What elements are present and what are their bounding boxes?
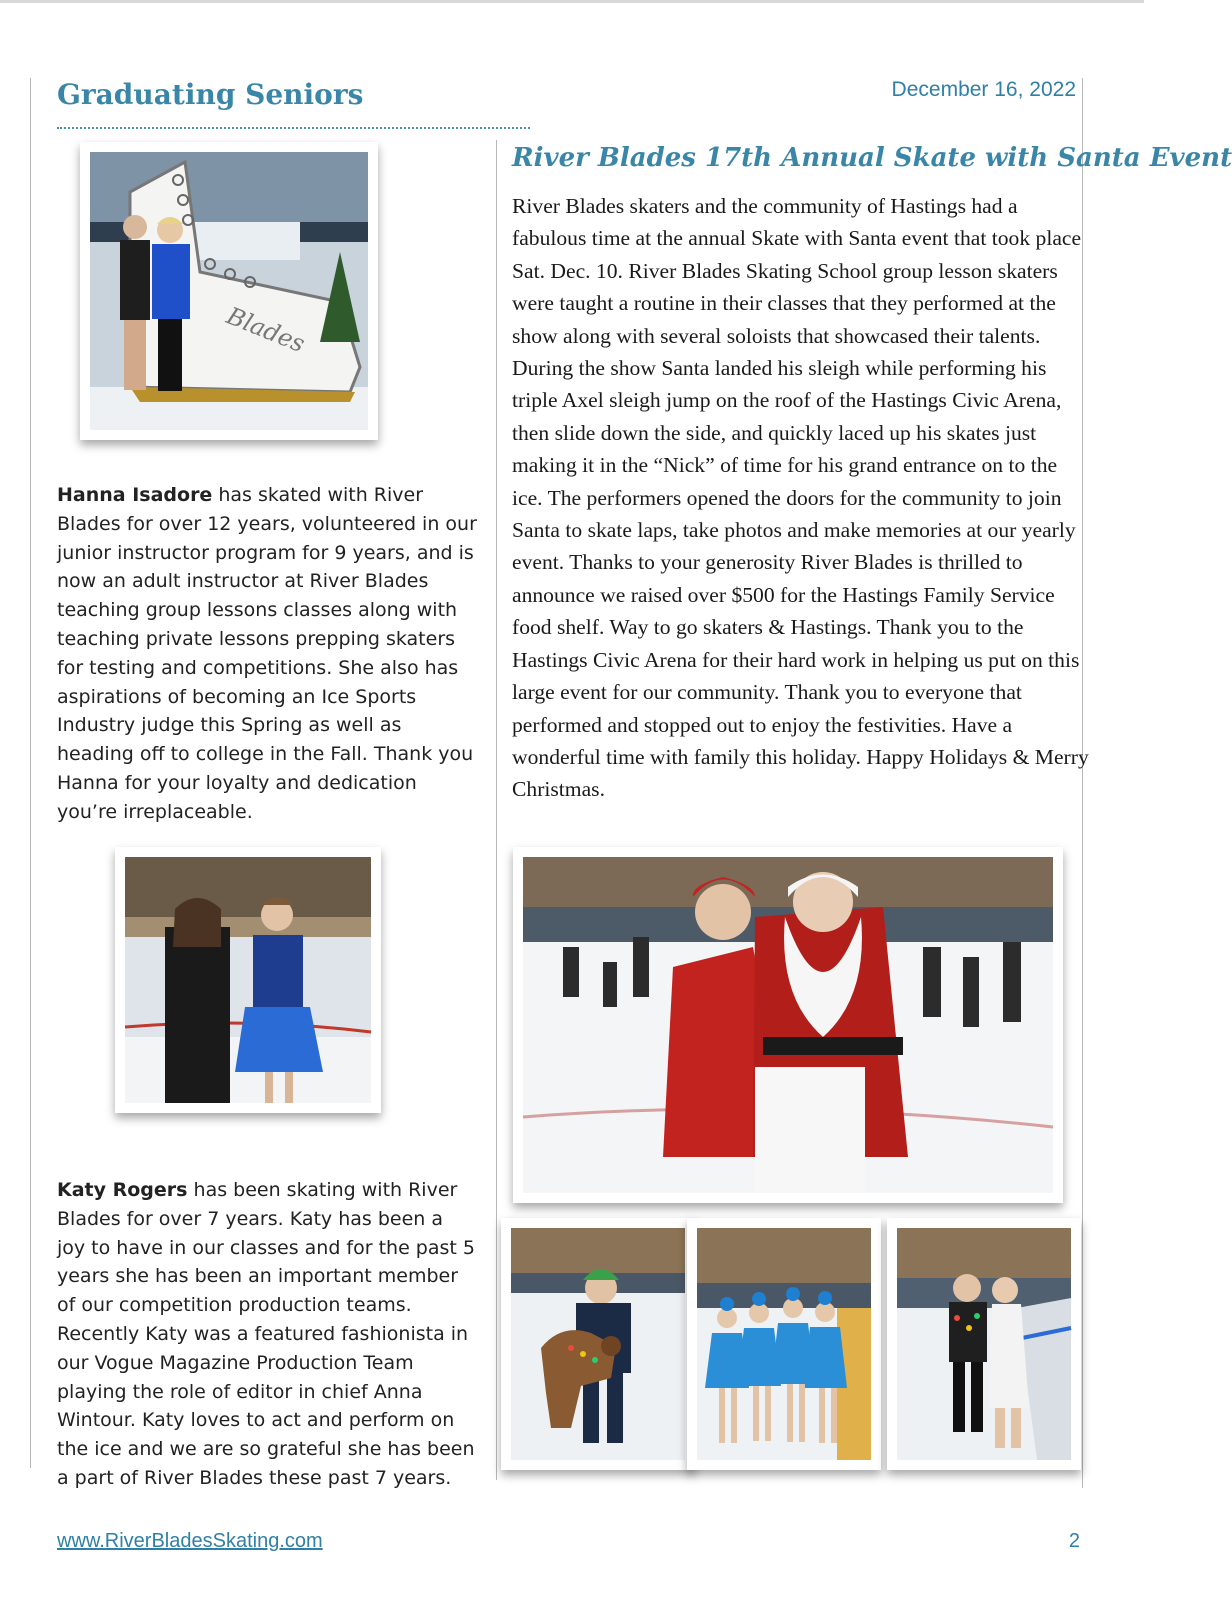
photo-prop-text: Blades xyxy=(222,301,309,359)
column-divider xyxy=(496,140,497,1480)
bio-katy-name: Katy Rogers xyxy=(57,1179,188,1201)
section-title: Graduating Seniors xyxy=(57,78,364,111)
section-divider xyxy=(57,127,530,129)
bio-hanna-text: has skated with River Blades for over 12 years, volunteered in our junior instructor program for 9 years, and is now an adult instructor at River Blades teaching group lessons classes along with teaching private lessons prepping skaters for testing and competitions. She also has aspirations of becoming an Ice Sports Industry judge this Spring as well as heading off to college in the Fall. Thank you Hanna for your loyalty and dedication you’re irreplaceable. xyxy=(57,484,477,823)
photo-santa-and-mrs-claus-on-ice-icon xyxy=(523,857,1053,1193)
photo-santa-mrs-claus xyxy=(513,847,1063,1203)
bio-hanna xyxy=(57,481,477,827)
article-title: River Blades 17th Annual Skate with Santa Event xyxy=(512,143,1232,173)
photo-young-skaters-blue xyxy=(687,1218,881,1470)
bio-hanna-name: Hanna Isadore xyxy=(57,484,213,506)
page-number: 2 xyxy=(1068,1530,1080,1552)
photo-skater-with-horse xyxy=(501,1218,695,1470)
photo-hanna-skate-prop xyxy=(80,142,378,440)
issue-date: December 16, 2022 xyxy=(891,78,1076,101)
left-margin-line xyxy=(30,78,31,1468)
photo-young-skaters-blue-costumes-icon xyxy=(697,1228,871,1460)
bio-katy-text: has been skating with River Blades for over 7 years. Katy has been a joy to have in our classes and for the past 5 years she has been an important member of our competition production teams. Recently Katy was a featured fashionista in our Vogue Magazine Production Team playing the role of editor in chief Anna Wintour. Katy loves to act and perform on the ice and we are so grateful she has been a part of River Blades these past 7 years. xyxy=(57,1179,475,1489)
bio-katy xyxy=(57,1176,477,1493)
top-rule xyxy=(0,0,1144,3)
photo-two-skaters-large-skate-prop-icon xyxy=(90,152,368,430)
photo-coach-and-skater-rink-icon xyxy=(125,857,371,1103)
article-body: River Blades skaters and the community of Hastings had a fabulous time at the annual Skate with Santa event that took place Sat. Dec. 10. River Blades Skating School group lesson skaters were taught a routine in their classes that they performed at the show along with several soloists that showcased their talents. During the show Santa landed his sleigh while performing his triple Axel sleigh jump on the roof of the Hastings Civic Arena, then slide down the side, and quickly laced up his skates just making it in the “Nick” of time for his grand entrance on to the ice. The performers opened the doors for the community to join Santa to skate laps, take photos and make memories at our yearly event. Thanks to your generosity River Blades is thrilled to announce we raised over $500 for the Hastings Family Service food shelf. Way to go skaters & Hastings. Thank you to the Hastings Civic Arena for their hard work in helping us put on this large event for our community. Thank you to everyone that performed and stopped out to enjoy the festivities. Have a wonderful time with family this holiday. Happy Holidays & Merry Christmas. xyxy=(512,194,1089,802)
website-link[interactable]: www.RiverBladesSkating.com xyxy=(57,1530,323,1552)
photo-hanna-with-coach xyxy=(115,847,381,1113)
photo-two-skaters-boards xyxy=(887,1218,1081,1470)
photo-two-skaters-by-boards-icon xyxy=(897,1228,1071,1460)
photo-skater-with-toy-horse-icon xyxy=(511,1228,685,1460)
